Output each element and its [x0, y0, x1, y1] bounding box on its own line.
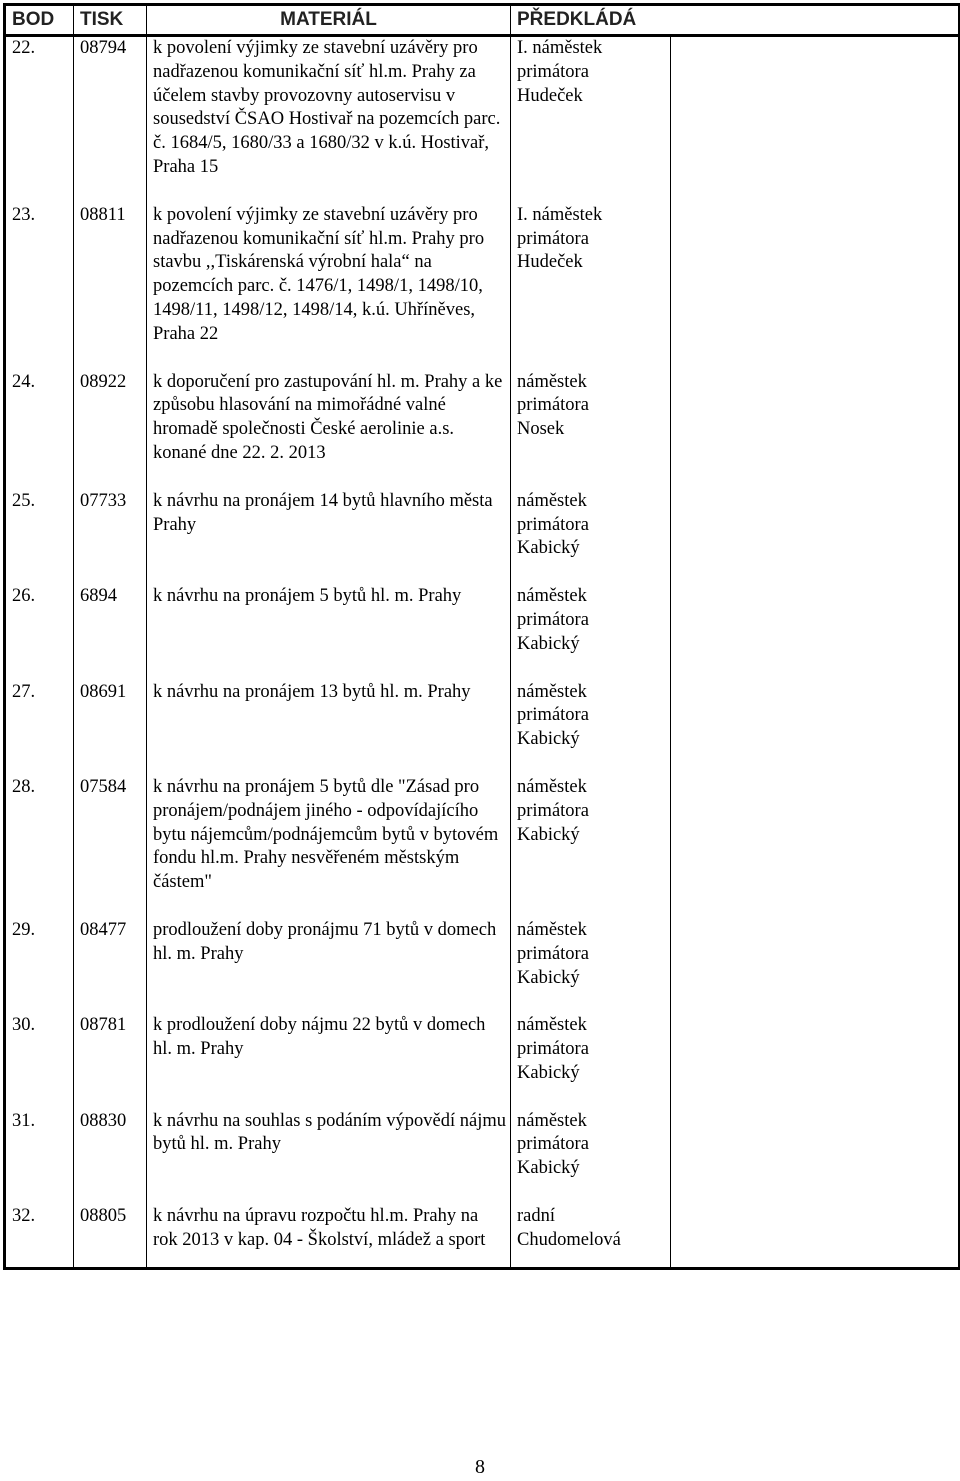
- presenter: [511, 681, 671, 776]
- table-row: [5, 36, 960, 204]
- material-title: prodloužení doby pronájmu 71 bytů v domech hl. m. Prahy: [147, 919, 511, 1014]
- table-row: [5, 919, 960, 1014]
- presenter-line: Kabický: [517, 633, 580, 654]
- empty-cell: [671, 1205, 960, 1268]
- empty-cell: [671, 490, 960, 585]
- presenter-line: Kabický: [517, 538, 580, 559]
- empty-cell: [671, 204, 960, 371]
- table-row: [5, 585, 960, 680]
- material-title: k povolení výjimky ze stavební uzávěry pro nadřazenou komunikační síť hl.m. Prahy za účelem stavby provozovny autoservisu v sousedství ČSAO Hostivař na pozemcích parc. č. 1684/5, 1680/33 a 1680/32 v k.ú. Hostivař, Praha 15: [147, 36, 511, 204]
- item-number: 31.: [5, 1110, 74, 1205]
- header-row: [5, 5, 960, 36]
- presenter-line: primátora: [517, 609, 589, 630]
- presenter-line: Kabický: [517, 729, 580, 750]
- material-title: k prodloužení doby nájmu 22 bytů v domech hl. m. Prahy: [147, 1014, 511, 1109]
- empty-cell: [671, 776, 960, 919]
- empty-cell: [671, 681, 960, 776]
- empty-cell: [671, 1110, 960, 1205]
- material-title: k návrhu na úpravu rozpočtu hl.m. Prahy na rok 2013 v kap. 04 - Školství, mládež a sport: [147, 1205, 511, 1268]
- presenter-line: primátora: [517, 228, 589, 249]
- item-number: 30.: [5, 1014, 74, 1109]
- agenda-rows: [5, 36, 960, 1269]
- print-number: 08922: [74, 371, 147, 490]
- empty-cell: [671, 919, 960, 1014]
- presenter-line: náměstek: [517, 919, 587, 940]
- material-title: k doporučení pro zastupování hl. m. Prahy a ke způsobu hlasování na mimořádné valné hromadě společnosti České aerolinie a.s. konané dne 22. 2. 2013: [147, 371, 511, 490]
- presenter-line: primátora: [517, 514, 589, 535]
- header-predklada: PŘEDKLÁDÁ: [511, 5, 960, 36]
- presenter: [511, 1014, 671, 1109]
- material-title: k povolení výjimky ze stavební uzávěry pro nadřazenou komunikační síť hl.m. Prahy pro stavbu ,,Tiskárenská výrobní hala“ na pozemcích parc. č. 1476/1, 1498/1, 1498/10, 1498/11, 1498/12, 1498/14, k.ú. Uhříněves, Praha 22: [147, 204, 511, 371]
- presenter-line: Kabický: [517, 967, 580, 988]
- table-row: [5, 1014, 960, 1109]
- page-number: 8: [475, 1456, 485, 1478]
- print-number: 6894: [74, 585, 147, 680]
- item-number: 26.: [5, 585, 74, 680]
- presenter-line: Chudomelová: [517, 1229, 621, 1250]
- presenter-line: Kabický: [517, 1062, 580, 1083]
- item-number: 24.: [5, 371, 74, 490]
- material-title: k návrhu na pronájem 13 bytů hl. m. Prahy: [147, 681, 511, 776]
- item-number: 32.: [5, 1205, 74, 1268]
- presenter-line: primátora: [517, 1134, 589, 1155]
- print-number: 08830: [74, 1110, 147, 1205]
- presenter-line: primátora: [517, 705, 589, 726]
- material-title: k návrhu na pronájem 5 bytů dle "Zásad pro pronájem/podnájem jiného - odpovídajícího bytu nájemcům/podnájemcům bytů v bytovém fondu hl.m. Prahy nesvěřeném městským částem": [147, 776, 511, 919]
- presenter-line: Nosek: [517, 419, 565, 440]
- item-number: 27.: [5, 681, 74, 776]
- print-number: 08781: [74, 1014, 147, 1109]
- item-number: 25.: [5, 490, 74, 585]
- header-bod: BOD: [5, 5, 74, 36]
- presenter-line: Hudeček: [517, 85, 583, 106]
- header-material: MATERIÁL: [147, 5, 511, 36]
- presenter-line: náměstek: [517, 586, 587, 607]
- presenter: [511, 490, 671, 585]
- presenter-line: náměstek: [517, 776, 587, 797]
- print-number: 08811: [74, 204, 147, 371]
- presenter: [511, 776, 671, 919]
- table-row: [5, 204, 960, 371]
- table-row: [5, 490, 960, 585]
- presenter-line: náměstek: [517, 681, 587, 702]
- presenter: [511, 585, 671, 680]
- presenter-line: náměstek: [517, 1110, 587, 1131]
- presenter: [511, 1205, 671, 1268]
- presenter-line: primátora: [517, 61, 589, 82]
- material-title: k návrhu na souhlas s podáním výpovědí nájmu bytů hl. m. Prahy: [147, 1110, 511, 1205]
- empty-cell: [671, 585, 960, 680]
- presenter-line: radní: [517, 1206, 556, 1227]
- print-number: 08805: [74, 1205, 147, 1268]
- presenter: [511, 371, 671, 490]
- presenter-line: I. náměstek: [517, 204, 603, 225]
- print-number: 08477: [74, 919, 147, 1014]
- presenter-line: náměstek: [517, 1015, 587, 1036]
- presenter-line: Hudeček: [517, 252, 583, 273]
- item-number: 22.: [5, 36, 74, 204]
- presenter: [511, 36, 671, 204]
- item-number: 29.: [5, 919, 74, 1014]
- presenter-line: primátora: [517, 943, 589, 964]
- empty-cell: [671, 1014, 960, 1109]
- material-title: k návrhu na pronájem 14 bytů hlavního města Prahy: [147, 490, 511, 585]
- empty-cell: [671, 371, 960, 490]
- presenter: [511, 919, 671, 1014]
- table-row: [5, 776, 960, 919]
- print-number: 08691: [74, 681, 147, 776]
- print-number: 08794: [74, 36, 147, 204]
- table-row: [5, 371, 960, 490]
- table-row: [5, 681, 960, 776]
- empty-cell: [671, 36, 960, 204]
- presenter-line: náměstek: [517, 490, 587, 511]
- print-number: 07584: [74, 776, 147, 919]
- presenter: [511, 1110, 671, 1205]
- print-number: 07733: [74, 490, 147, 585]
- presenter-line: primátora: [517, 395, 589, 416]
- presenter: [511, 204, 671, 371]
- header-tisk: TISK: [74, 5, 147, 36]
- agenda-table: [3, 3, 960, 1270]
- presenter-line: I. náměstek: [517, 38, 603, 58]
- presenter-line: náměstek: [517, 371, 587, 392]
- presenter-line: Kabický: [517, 1158, 580, 1179]
- item-number: 23.: [5, 204, 74, 371]
- presenter-line: primátora: [517, 800, 589, 821]
- presenter-line: primátora: [517, 1039, 589, 1060]
- table-row: [5, 1205, 960, 1268]
- material-title: k návrhu na pronájem 5 bytů hl. m. Prahy: [147, 585, 511, 680]
- presenter-line: Kabický: [517, 824, 580, 845]
- table-row: [5, 1110, 960, 1205]
- item-number: 28.: [5, 776, 74, 919]
